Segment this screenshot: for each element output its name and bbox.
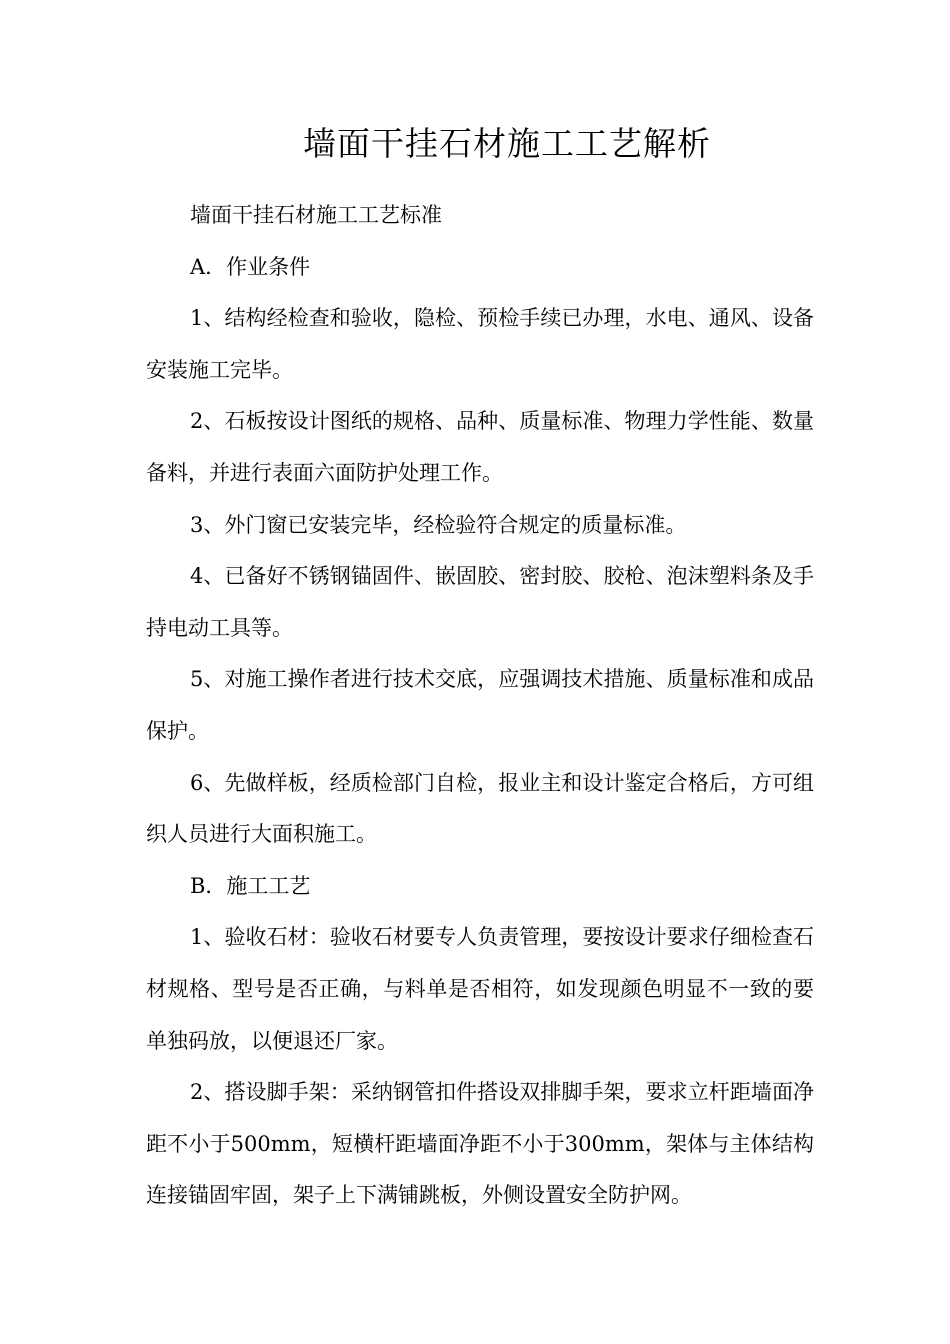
paragraph-a2: 2、石板按设计图纸的规格、品种、质量标准、物理力学性能、数量备料，并进行表面六面防护处理工作。: [146, 409, 814, 485]
paragraph-a4: 4、已备好不锈钢锚固件、嵌固胶、密封胶、胶枪、泡沫塑料条及手持电动工具等。: [146, 564, 814, 640]
paragraph-a6: 6、先做样板，经质检部门自检，报业主和设计鉴定合格后，方可组织人员进行大面积施工。: [146, 770, 814, 847]
document-title: 墙面干挂石材施工工艺解析: [303, 124, 711, 163]
paragraph-b2: 2、搭设脚手架：采纳钢管扣件搭设双排脚手架，要求立杆距墙面净距不小于500mm，短横杆距墙面净距不小于300mm，架体与主体结构连接锚固牢固，架子上下满铺跳板，外侧设置安全防护网。: [146, 1080, 814, 1208]
paragraph-b1: 1、验收石材：验收石材要专人负责管理，要按设计要求仔细检查石材规格、型号是否正确，与料单是否相符，如发现颜色明显不一致的要单独码放，以便退还厂家。: [146, 925, 814, 1053]
paragraph-a3: 3、外门窗已安装完毕，经检验符合规定的质量标准。: [190, 512, 687, 537]
section-a-heading: A．作业条件: [190, 254, 311, 279]
paragraph-a1: 1、结构经检查和验收，隐检、预检手续已办理，水电、通风、设备安装施工完毕。: [146, 306, 814, 382]
paragraph-a5: 5、对施工操作者进行技术交底，应强调技术措施、质量标准和成品保护。: [146, 667, 814, 743]
paragraph-standard-heading: 墙面干挂石材施工工艺标准: [190, 203, 442, 227]
section-b-heading: B．施工工艺: [190, 873, 311, 898]
document-body: [146, 190, 814, 1222]
